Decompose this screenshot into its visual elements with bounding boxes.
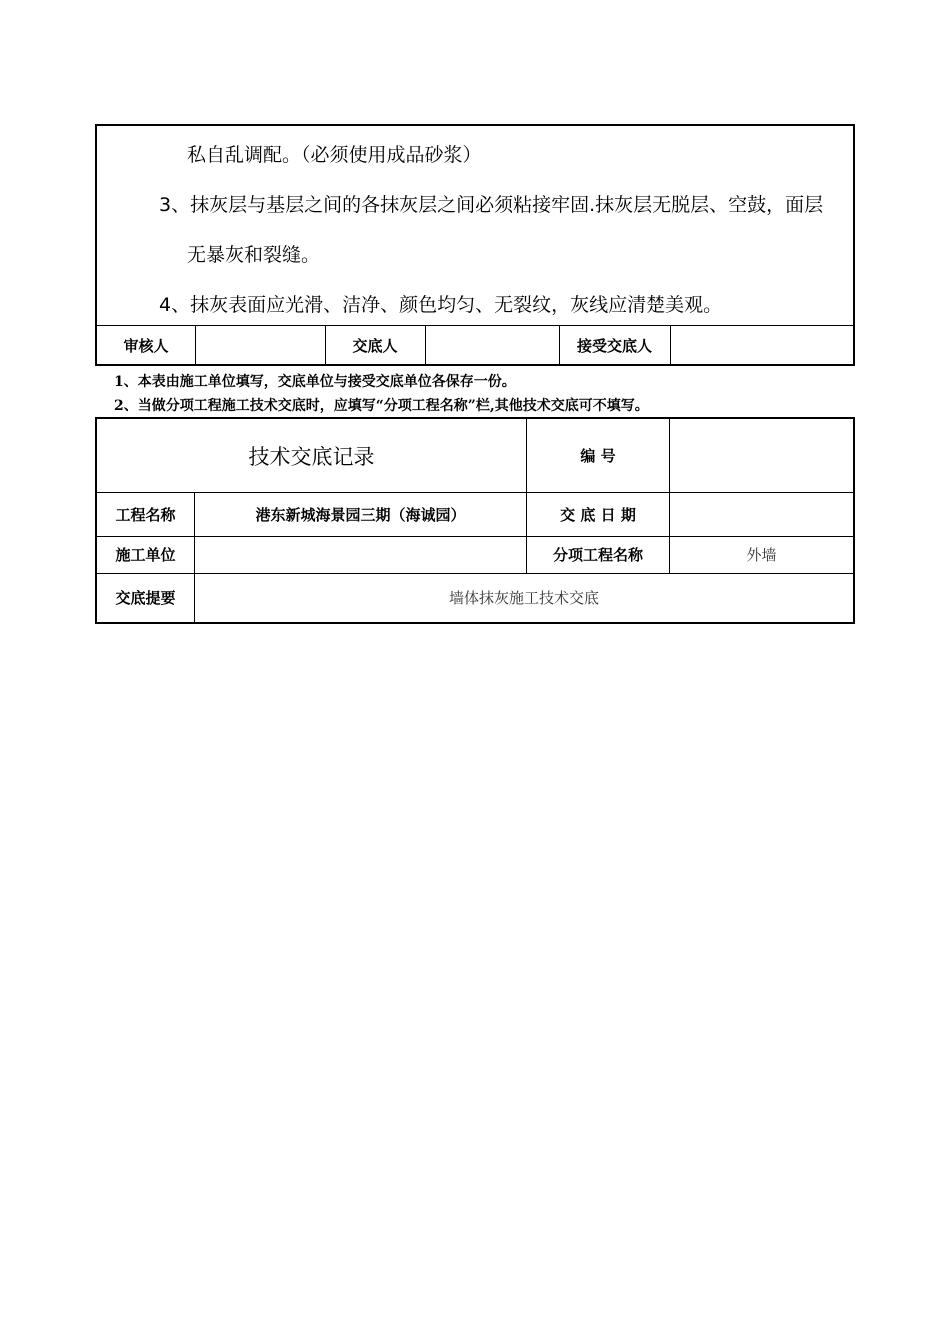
signature-row	[97, 325, 853, 364]
note-line: 1、本表由施工单位填写，交底单位与接受交底单位各保存一份。	[114, 374, 516, 390]
disclosure-date-field[interactable]	[670, 492, 853, 536]
disclosure-content	[97, 126, 853, 325]
contractor-field[interactable]	[195, 536, 527, 573]
project-row	[97, 492, 853, 537]
reviewer-label: 审核人	[97, 326, 196, 364]
summary-label: 交底提要	[97, 573, 195, 622]
content-line: 4、抹灰表面应光滑、洁净、颜色均匀、无裂纹，灰线应清楚美观。	[159, 294, 723, 316]
disclosure-date-label: 交 底 日 期	[527, 492, 670, 536]
number-label: 编 号	[527, 419, 670, 492]
discloser-label: 交底人	[325, 326, 426, 364]
project-name-value[interactable]: 港东新城海景园三期（海诚园）	[195, 492, 527, 536]
receiver-label: 接受交底人	[559, 326, 671, 364]
contractor-label: 施工单位	[97, 536, 195, 573]
title-row	[97, 419, 853, 493]
content-line: 私自乱调配。（必须使用成品砂浆）	[187, 144, 482, 166]
record-title: 技术交底记录	[97, 419, 527, 492]
contractor-row	[97, 536, 853, 574]
sub-project-label: 分项工程名称	[527, 536, 670, 573]
discloser-field[interactable]	[425, 326, 560, 364]
summary-row	[97, 573, 853, 622]
reviewer-field[interactable]	[195, 326, 326, 364]
sub-project-value[interactable]: 外墙	[746, 546, 777, 564]
number-field[interactable]	[670, 419, 853, 492]
receiver-field[interactable]	[670, 326, 853, 364]
tech-disclosure-record-table	[95, 417, 855, 624]
project-name-label: 工程名称	[97, 492, 195, 536]
disclosure-content-table	[95, 124, 855, 366]
content-line: 3、抹灰层与基层之间的各抹灰层之间必须粘接牢固.抹灰层无脱层、空鼓，面层	[159, 194, 824, 216]
content-line: 无暴灰和裂缝。	[187, 244, 321, 266]
note-line: 2、当做分项工程施工技术交底时，应填写“分项工程名称”栏,其他技术交底可不填写。	[114, 398, 649, 414]
summary-value[interactable]: 墙体抹灰施工技术交底	[448, 589, 599, 607]
